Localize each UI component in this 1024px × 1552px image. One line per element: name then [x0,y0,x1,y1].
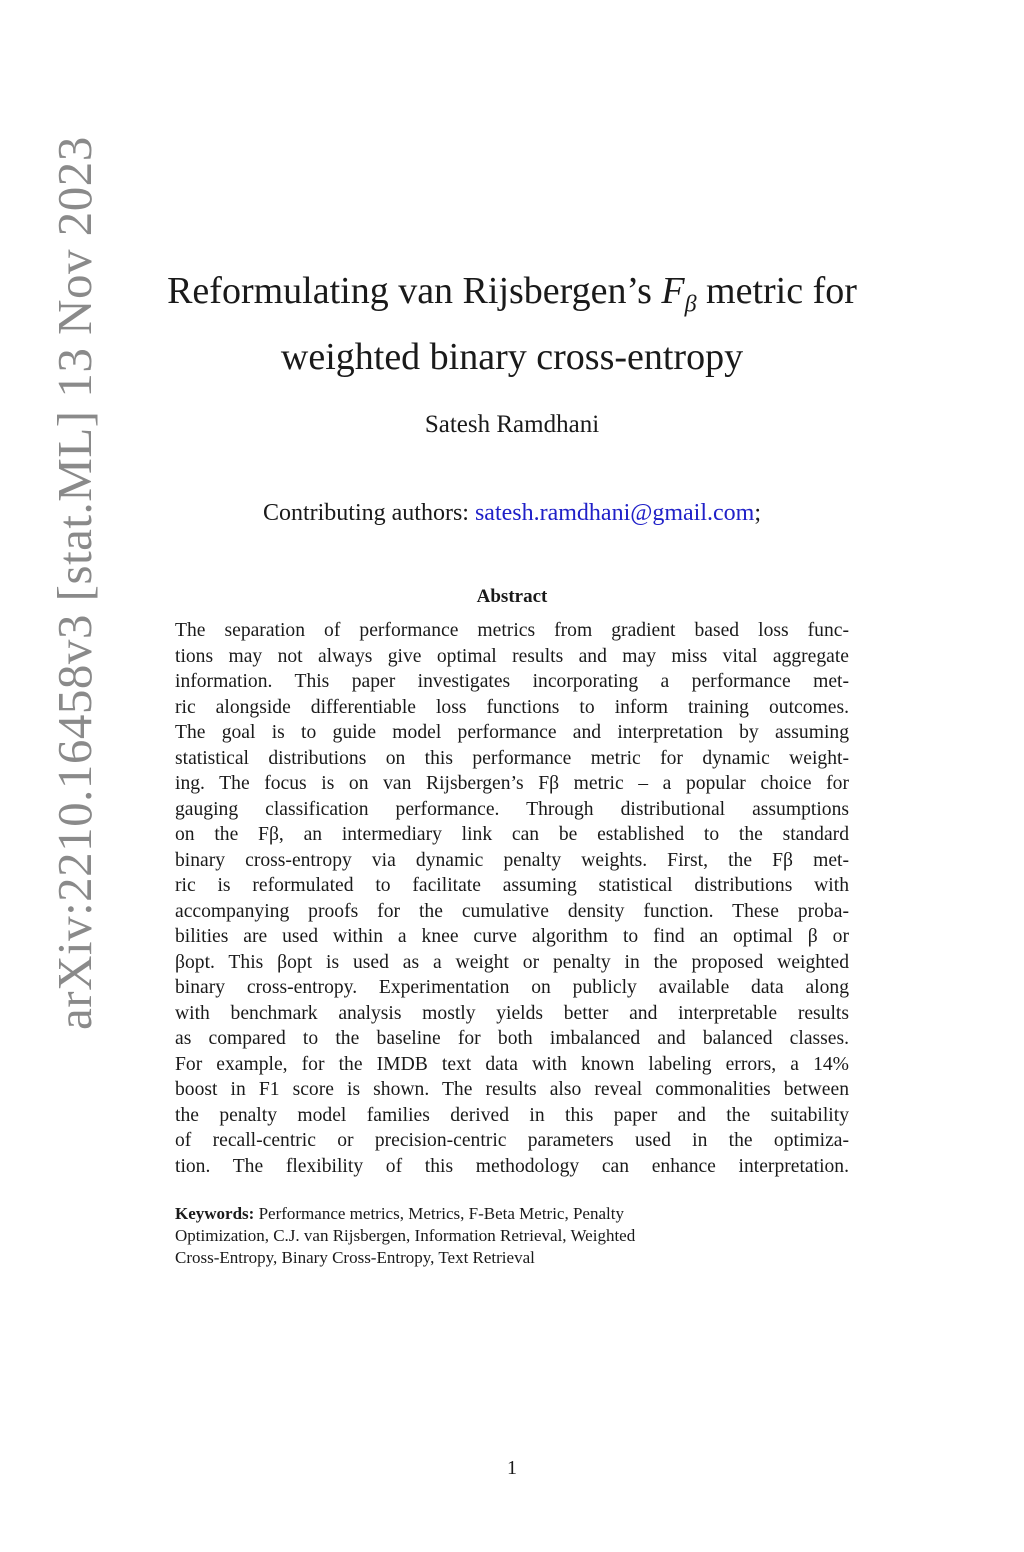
keywords-line [175,1203,795,1225]
abstract-line: accompanying proofs for the cumulative density function. These proba- [175,900,849,922]
abstract-line: binary cross-entropy. Experimentation on publicly available data along [175,977,849,998]
abstract-heading: Abstract [476,586,548,607]
abstract-line: The goal is to guide model performance and interpretation by assuming [175,722,849,743]
abstract-line: as compared to the baseline for both imbalanced and balanced classes. [175,1028,849,1049]
abstract-line: bilities are used within a knee curve algorithm to find an optimal β or [175,926,849,947]
abstract-line: gauging classification performance. Through distributional assumptions [175,798,849,820]
title-f-symbol: F [661,270,685,312]
contrib-label: Contributing authors: [262,500,475,526]
contrib-suffix: ; [754,500,762,526]
paper-title [120,265,904,383]
title-text-b: metric for [696,270,857,312]
keywords-block [175,1203,795,1269]
page-number: 1 [507,1457,517,1479]
abstract-line: boost in F1 score is shown. The results also reveal commonalities between [175,1079,849,1100]
abstract-line: statistical distributions on this performance metric for dynamic weight- [175,747,849,769]
author-name: Satesh Ramdhani [424,411,600,438]
keywords-line: Optimization, C.J. van Rijsbergen, Information Retrieval, Weighted [175,1226,636,1245]
keywords-line: Cross-Entropy, Binary Cross-Entropy, Text Retrieval [175,1248,535,1267]
abstract-line: βopt. This βopt is used as a weight or penalty in the proposed weighted [175,951,849,973]
abstract-line: the penalty model families derived in this paper and the suitability [175,1104,849,1126]
contributing-authors [0,500,1024,527]
title-text-a: Reformulating van Rijsbergen’s [167,270,662,312]
abstract-body [175,618,849,1179]
abstract-line: The separation of performance metrics from gradient based loss func- [175,620,849,641]
abstract-line: ric alongside differentiable loss functions to inform training outcomes. [175,696,849,718]
abstract-line: with benchmark analysis mostly yields better and interpretable results [175,1002,849,1024]
abstract-line: tion. The flexibility of this methodology can enhance interpretation. [175,1155,849,1177]
abstract-line: For example, for the IMDB text data with known labeling errors, a 14% [175,1053,849,1075]
abstract-line: on the Fβ, an intermediary link can be established to the standard [175,824,849,845]
abstract-line: information. This paper investigates incorporating a performance met- [175,671,849,692]
title-line-2: weighted binary cross-entropy [280,335,744,378]
keywords-text: Performance metrics, Metrics, F-Beta Metric, Penalty [254,1204,624,1223]
keywords-label: Keywords: [175,1204,255,1223]
abstract-line: ric is reformulated to facilitate assuming statistical distributions with [175,875,849,896]
arxiv-side-stamp: arXiv:2210.16458v3 [stat.ML] 13 Nov 2023 [47,136,102,1030]
title-line-1 [120,265,904,331]
abstract-line: of recall-centric or precision-centric parameters used in the optimiza- [175,1130,849,1151]
abstract-line: tions may not always give optimal results and may miss vital aggregate [175,645,849,667]
abstract-line: ing. The focus is on van Rijsbergen’s Fβ metric – a popular choice for [175,773,849,794]
abstract-line: binary cross-entropy via dynamic penalty weights. First, the Fβ met- [175,849,849,871]
title-beta-subscript: β [684,291,697,318]
author-email-link[interactable]: satesh.ramdhani@gmail.com [474,500,755,526]
